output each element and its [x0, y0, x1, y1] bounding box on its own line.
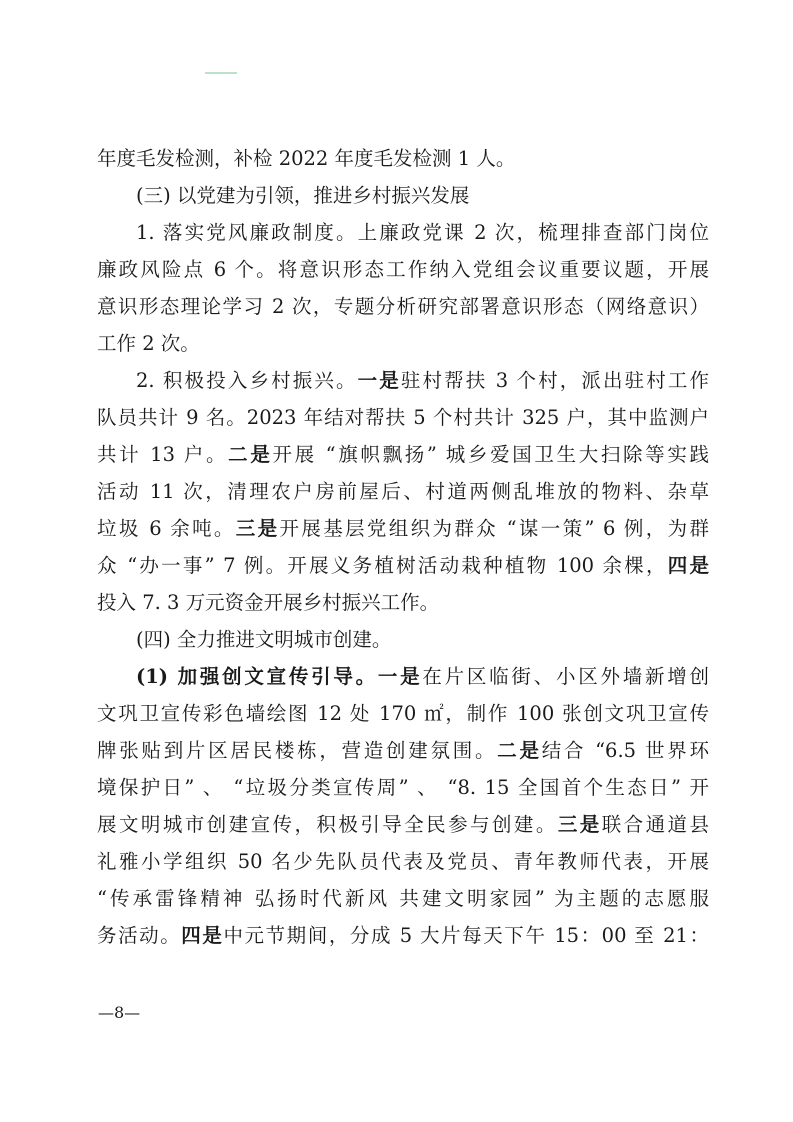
bold-marker: 三是 — [557, 813, 602, 836]
text-run: 开展 “旗帜飘扬” 城乡爱国卫生大扫除等实践 — [272, 443, 709, 466]
paragraph-line — [97, 732, 709, 769]
paragraph-line: 礼雅小学组织 50 名少先队员代表及党员、青年教师代表，开展 — [97, 850, 709, 873]
paragraph-line — [97, 547, 709, 584]
paragraph-line: 廉政风险点 6 个。将意识形态工作纳入党组会议重要议题，开展 — [97, 258, 709, 281]
bold-marker: 二是 — [497, 739, 542, 762]
text-run: 展文明城市创建宣传，积极引导全民参与创建。 — [97, 813, 558, 836]
scan-mark — [205, 72, 237, 74]
paragraph-line — [97, 362, 709, 399]
paragraph-line: 境保护日” 、 “垃圾分类宣传周” 、 “8. 15 全国首个生态日” 开 — [97, 776, 709, 799]
text-run: 结合 “6.5 世界环 — [541, 739, 709, 762]
text-run: 共计 13 户。 — [97, 443, 229, 466]
text-run: 务活动。 — [97, 924, 182, 947]
text-run: 在片区临街、小区外墙新增创 — [422, 665, 709, 688]
document-body — [97, 140, 709, 954]
text-run: 中元节期间，分成 5 大片每天下午 15：00 至 21： — [223, 924, 709, 947]
text-run: 垃圾 6 余吨。 — [97, 517, 236, 540]
paragraph-line: 投入 7. 3 万元资金开展乡村振兴工作。 — [97, 591, 440, 614]
paragraph-line — [97, 510, 709, 547]
paragraph-line: 文巩卫宣传彩色墙绘图 12 处 170 ㎡，制作 100 张创文巩卫宣传 — [97, 702, 709, 725]
text-run: 驻村帮扶 3 个村，派出驻村工作 — [400, 369, 709, 392]
bold-marker: 四是 — [667, 554, 709, 577]
paragraph-line — [97, 806, 709, 843]
text-run: 联合通道县 — [601, 813, 709, 836]
paragraph-line: 意识形态理论学习 2 次，专题分析研究部署意识形态（网络意识） — [97, 295, 709, 318]
paragraph-line: 队员共计 9 名。2023 年结对帮扶 5 个村共计 325 户，其中监测户 — [97, 406, 709, 429]
section-heading-3: (三) 以党建为引领，推进乡村振兴发展 — [136, 184, 470, 207]
paragraph-line — [97, 917, 709, 954]
paragraph-line: 1. 落实党风廉政制度。上廉政党课 2 次，梳理排查部门岗位 — [136, 221, 709, 244]
paragraph-line — [97, 436, 709, 473]
bold-marker: 三是 — [235, 517, 280, 540]
text-run: 众 “办一事” 7 例。开展义务植树活动栽种植物 100 余棵， — [97, 554, 668, 577]
bold-subheading: (1) 加强创文宣传引导。一是 — [136, 665, 423, 688]
bold-marker: 四是 — [181, 924, 224, 947]
section-heading-4: (四) 全力推进文明城市创建。 — [136, 628, 392, 651]
bold-marker: 二是 — [228, 443, 273, 466]
text-run: 牌张贴到片区居民楼栋，营造创建氛围。 — [97, 739, 498, 762]
page-number: —8— — [98, 1003, 141, 1022]
text-run: 2. 积极投入乡村振兴。 — [136, 369, 358, 392]
bold-marker: 一是 — [357, 369, 401, 392]
paragraph-line: 工作 2 次。 — [97, 332, 200, 355]
paragraph-line: “传承雷锋精神 弘扬时代新风 共建文明家园” 为主题的志愿服 — [97, 887, 709, 910]
paragraph-line — [97, 658, 709, 695]
text-run: 开展基层党组织为群众 “谋一策” 6 例，为群 — [279, 517, 709, 540]
paragraph-line: 年度毛发检测，补检 2022 年度毛发检测 1 人。 — [97, 147, 516, 170]
paragraph-line: 活动 11 次，清理农户房前屋后、村道两侧乱堆放的物料、杂草 — [97, 480, 709, 503]
